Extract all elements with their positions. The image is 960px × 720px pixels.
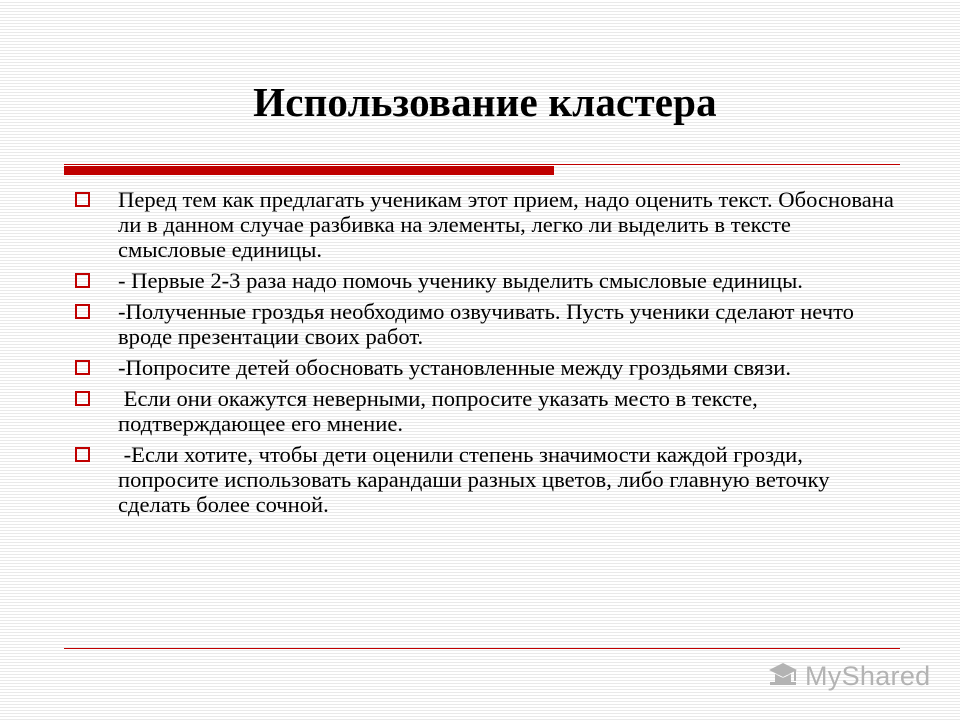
list-item-text: - Первые 2-3 раза надо помочь ученику выделить смысловые единицы. <box>118 268 803 293</box>
bullet-list <box>72 187 902 523</box>
slide-title: Использование кластера <box>253 79 717 125</box>
title-divider-thick <box>64 166 554 175</box>
square-bullet-icon <box>75 447 90 462</box>
list-item <box>72 386 902 436</box>
mortarboard-icon <box>767 660 799 692</box>
footer-divider <box>64 648 900 649</box>
list-item-text: -Если хотите, чтобы дети оценили степень значимости каждой грозди, попросите использовать карандаши разных цветов, либо главную веточку сделать более сочной. <box>118 442 836 517</box>
square-bullet-icon <box>75 391 90 406</box>
square-bullet-icon <box>75 360 90 375</box>
watermark-logo <box>767 656 937 696</box>
list-item-text: Если они окажутся неверными, попросите указать место в тексте, подтверждающее его мнение. <box>118 386 764 436</box>
list-item <box>72 355 902 380</box>
list-item-text: -Полученные гроздья необходимо озвучивать. Пусть ученики сделают нечто вроде презентации своих работ. <box>118 299 860 349</box>
list-item <box>72 299 902 349</box>
square-bullet-icon <box>75 304 90 319</box>
list-item <box>72 268 902 293</box>
square-bullet-icon <box>75 192 90 207</box>
list-item-text: -Попросите детей обосновать установленные между гроздьями связи. <box>118 355 791 380</box>
list-item-text: Перед тем как предлагать ученикам этот прием, надо оценить текст. Обоснована ли в данном случае разбивка на элементы, легко ли выделить в тексте смысловые единицы. <box>118 187 900 262</box>
watermark-text: MyShared <box>805 660 931 691</box>
list-item <box>72 442 902 517</box>
title-divider-thin <box>64 164 900 165</box>
square-bullet-icon <box>75 273 90 288</box>
list-item <box>72 187 902 262</box>
